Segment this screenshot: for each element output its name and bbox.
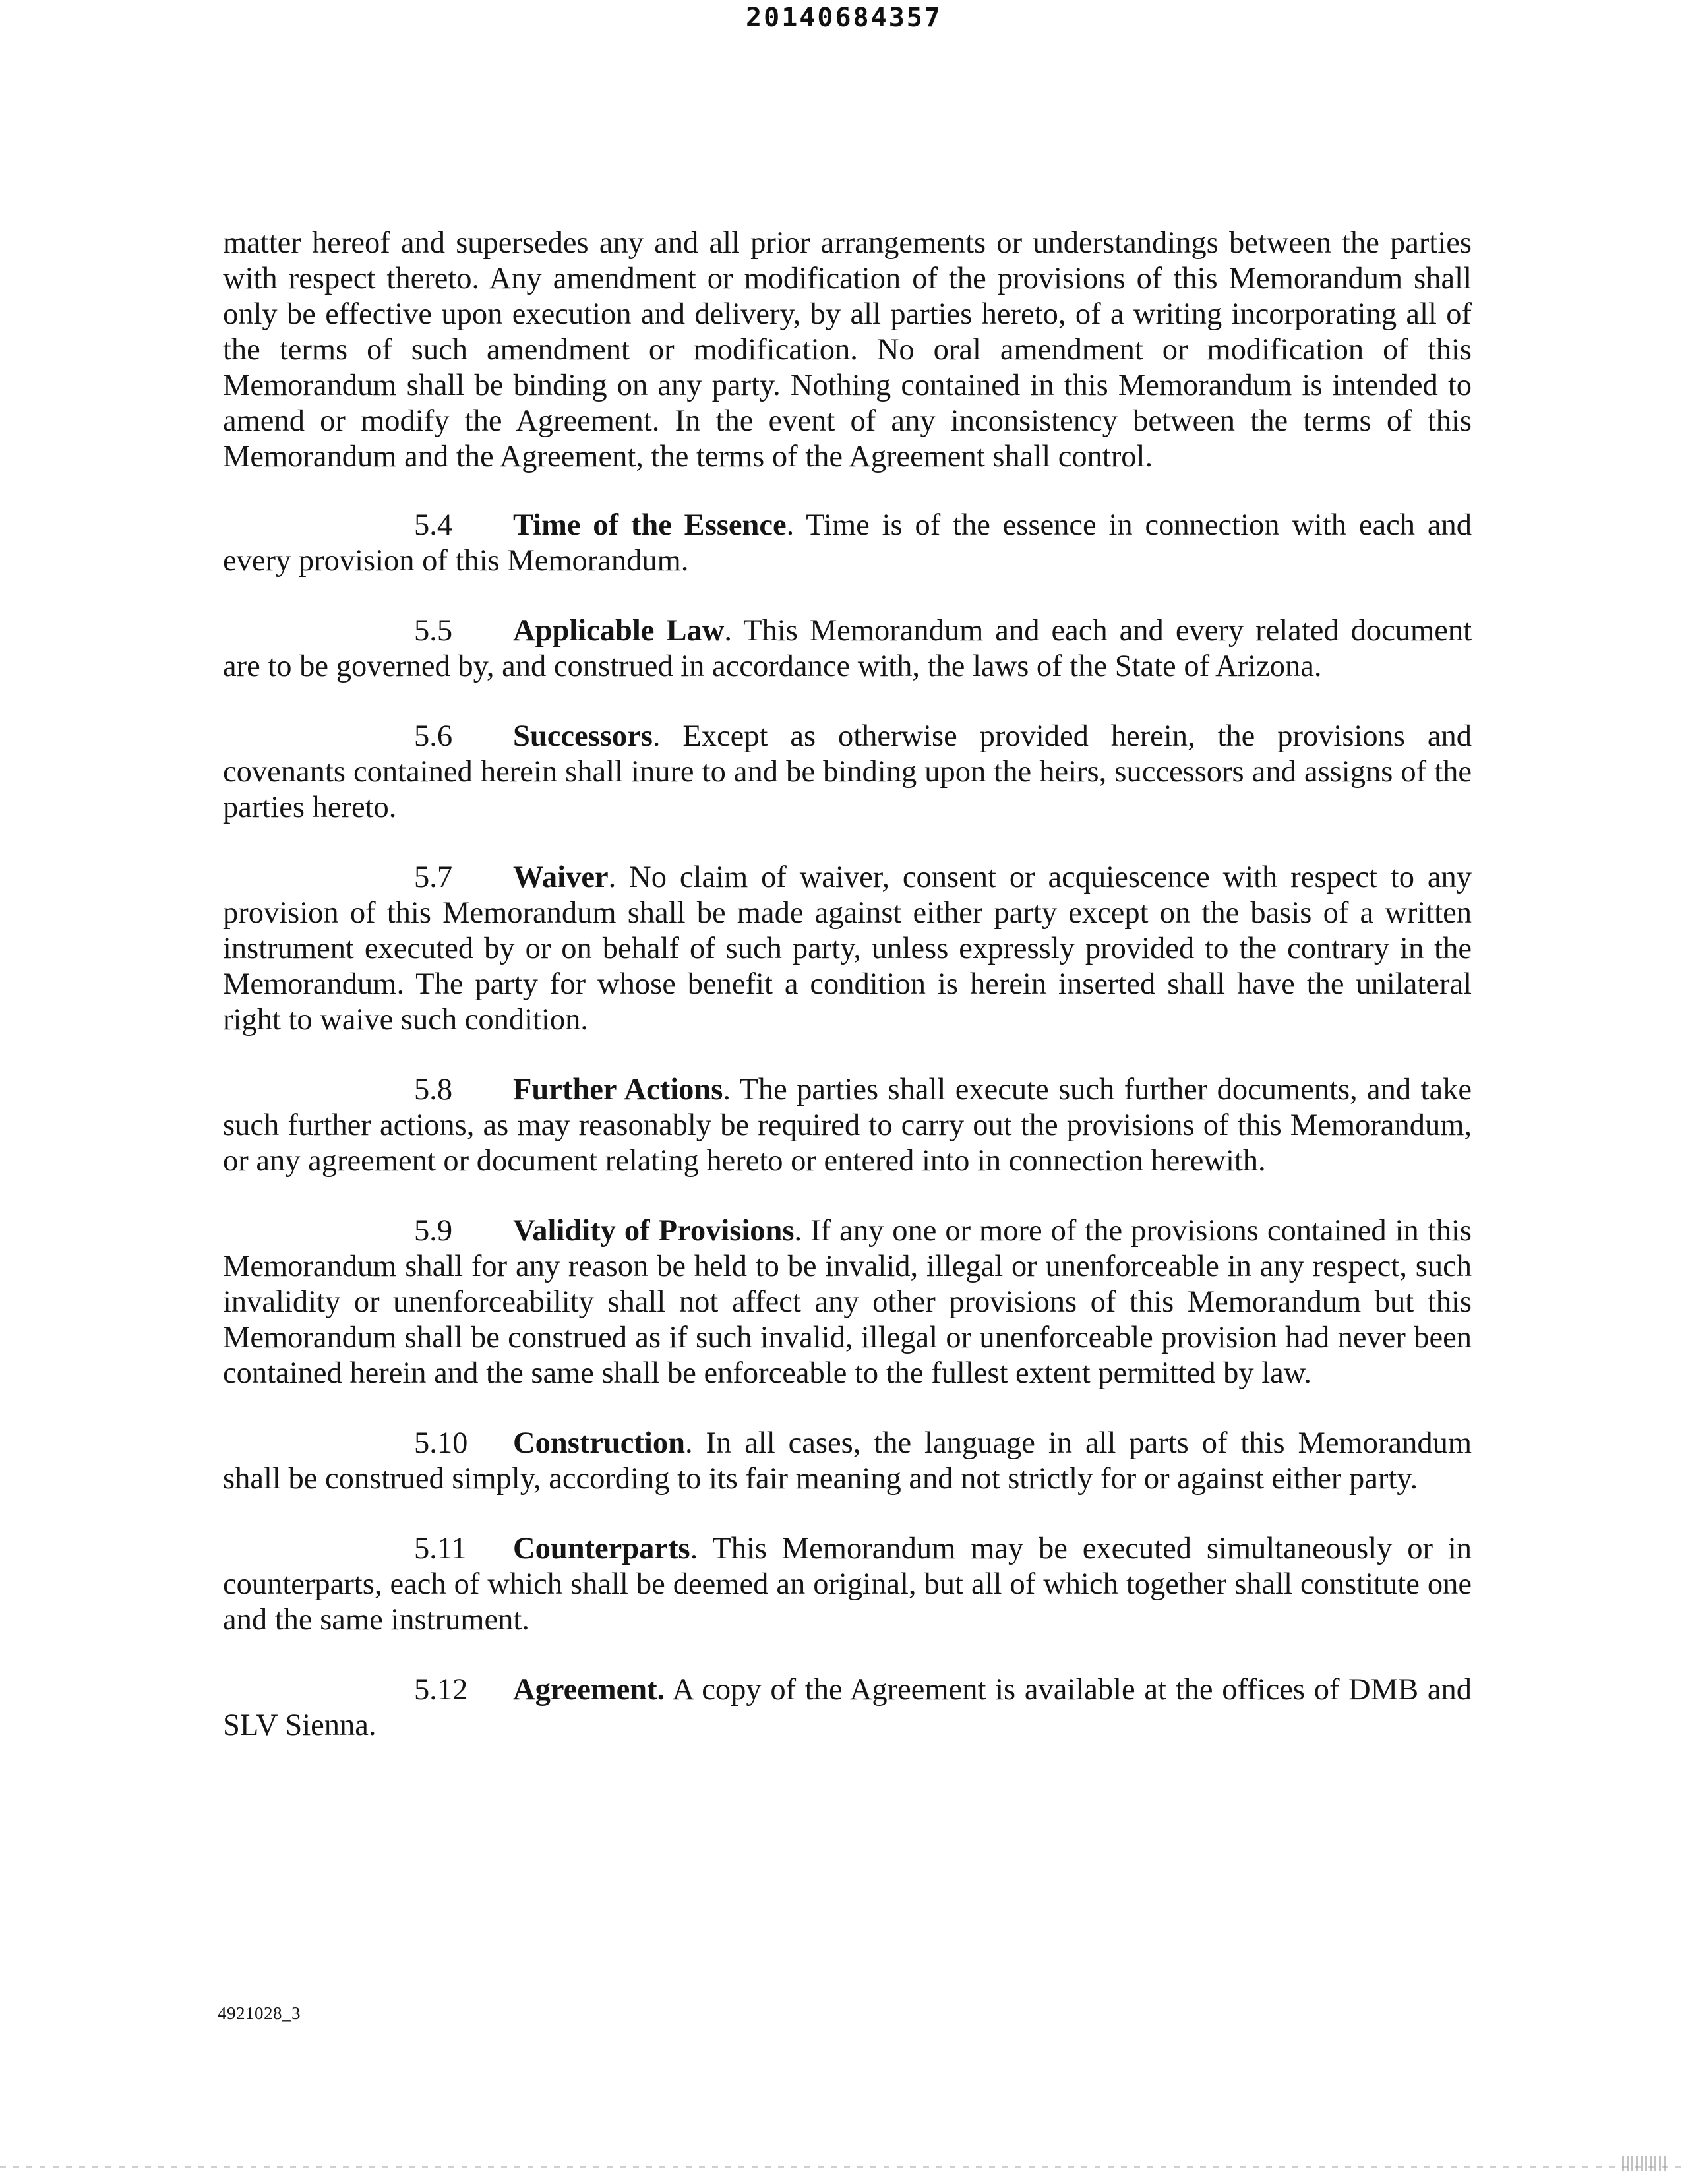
section-number: 5.11 xyxy=(414,1532,467,1565)
section-5-4 xyxy=(223,508,1472,579)
section-number: 5.7 xyxy=(414,861,453,894)
section-text: . This Memorandum may be executed simultaneously or in counterparts, each of which shall be deemed an original, but all of which together shall constitute one and the same instrument. xyxy=(223,1532,1472,1637)
section-number: 5.4 xyxy=(414,508,453,542)
section-title: Applicable Law xyxy=(513,614,725,648)
section-title: Validity of Provisions xyxy=(513,1214,795,1248)
section-5-7 xyxy=(223,860,1472,1038)
section-5-5 xyxy=(223,613,1472,684)
section-number: 5.8 xyxy=(414,1073,453,1107)
section-text: . In all cases, the language in all parts of this Memorandum shall be construed simply, according to its fair meaning and not strictly for or against either party. xyxy=(223,1426,1472,1496)
section-5-8 xyxy=(223,1072,1472,1179)
section-title: Time of the Essence xyxy=(513,508,787,542)
section-text: . Time is of the essence in connection with each and every provision of this Memorandum. xyxy=(223,508,1472,578)
section-title: Waiver xyxy=(513,861,609,894)
section-number: 5.9 xyxy=(414,1214,453,1248)
section-title: Successors xyxy=(513,719,653,753)
section-title: Construction xyxy=(513,1426,685,1460)
section-text: . If any one or more of the provisions contained in this Memorandum shall for any reason be held to be invalid, illegal or unenforceable in any respect, such invalidity or unenforceability shall not affect any other provisions of this Memorandum but this Memorandum shall be construed as if such invalid, illegal or unenforceable provision had never been contained herein and the same shall be enforceable to the fullest extent permitted by law. xyxy=(223,1214,1472,1390)
section-text: . Except as otherwise provided herein, the provisions and covenants contained herein shall inure to and be binding upon the heirs, successors and assigns of the parties hereto. xyxy=(223,719,1472,824)
section-number: 5.12 xyxy=(414,1673,468,1707)
section-title: Agreement. xyxy=(513,1673,665,1707)
section-5-9 xyxy=(223,1213,1472,1391)
scan-edge-artifact xyxy=(0,2166,1688,2168)
section-title: Further Actions xyxy=(513,1073,723,1107)
scan-mark-artifact xyxy=(1622,2156,1668,2171)
section-text: A copy of the Agreement is available at the offices of DMB and SLV Sienna. xyxy=(223,1673,1472,1742)
section-5-11 xyxy=(223,1531,1472,1638)
intro-paragraph: matter hereof and supersedes any and all prior arrangements or understandings between the parties with respect thereto. Any amendment or modification of the provisions of this Memorandum shall only be effective upon execution and delivery, by all parties hereto, of a writing incorporating all of the terms of such amendment or modification. No oral amendment or modification of this Memorandum shall be binding on any party. Nothing contained in this Memorandum is intended to amend or modify the Agreement. In the event of any inconsistency between the terms of this Memorandum and the Agreement, the terms of the Agreement shall control. xyxy=(223,226,1472,473)
document-body xyxy=(223,226,1472,1778)
section-text: . The parties shall execute such further documents, and take such further actions, as may reasonably be required to carry out the provisions of this Memorandum, or any agreement or document relating hereto or entered into in connection herewith. xyxy=(223,1073,1472,1178)
recording-number: 20140684357 xyxy=(746,3,942,33)
section-text: . No claim of waiver, consent or acquiescence with respect to any provision of this Memorandum shall be made against either party except on the basis of a written instrument executed by or on behalf of such party, unless expressly provided to the contrary in the Memorandum. The party for whose benefit a condition is herein inserted shall have the unilateral right to waive such condition. xyxy=(223,861,1472,1037)
section-5-10 xyxy=(223,1426,1472,1497)
document-id: 4921028_3 xyxy=(218,2003,301,2023)
section-number: 5.10 xyxy=(414,1426,468,1460)
section-number: 5.6 xyxy=(414,719,453,753)
section-number: 5.5 xyxy=(414,614,453,648)
section-title: Counterparts xyxy=(513,1532,690,1565)
section-text: . This Memorandum and each and every related document are to be governed by, and construed in accordance with, the laws of the State of Arizona. xyxy=(223,614,1472,683)
section-5-12 xyxy=(223,1672,1472,1744)
section-5-6 xyxy=(223,719,1472,826)
